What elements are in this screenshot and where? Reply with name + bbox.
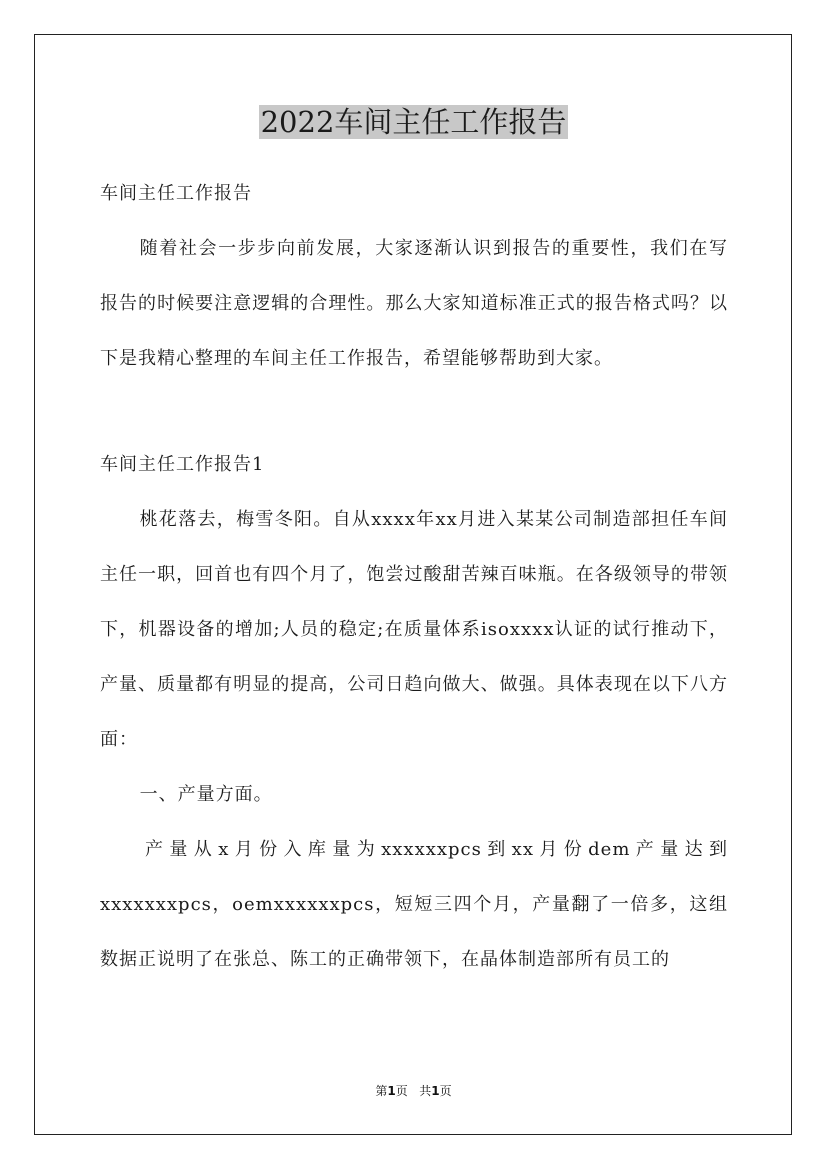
item-heading: 一、产量方面。 — [139, 784, 273, 805]
total-label-prefix: 共 — [419, 1084, 432, 1098]
body-paragraph: 桃花落去，梅雪冬阳。自从xxxx年xx月进入某某公司制造部担任车间主任一职，回首也有四个月了，饱尝过酸甜苦辣百味瓶。在各级领导的带领下，机器设备的增加;人员的稳定;在质量体系isoxxxx认证的试行推动下，产量、质量都有明显的提高，公司日趋向做大、做强。具体表现在以下八方面： — [100, 509, 728, 750]
document-body — [100, 166, 728, 987]
document-title-text: 2022车间主任工作报告 — [260, 105, 567, 139]
page-label-suffix: 页 — [395, 1084, 408, 1098]
page-label-prefix: 第 — [375, 1084, 388, 1098]
document-title — [0, 100, 827, 144]
section-heading: 车间主任工作报告1 — [100, 454, 265, 475]
total-label-suffix: 页 — [439, 1084, 452, 1098]
intro-paragraph: 随着社会一步步向前发展，大家逐渐认识到报告的重要性，我们在写报告的时候要注意逻辑的合理性。那么大家知道标准正式的报告格式吗？以下是我精心整理的车间主任工作报告，希望能够帮助到大家。 — [100, 238, 728, 369]
document-subtitle: 车间主任工作报告 — [100, 183, 252, 204]
body-paragraph: 产量从x月份入库量为xxxxxxpcs到xx月份dem产量达到xxxxxxxpcs，oemxxxxxxpcs，短短三四个月，产量翻了一倍多，这组数据正说明了在张总、陈工的正确带领下，在晶体制造部所有员工的 — [100, 839, 728, 970]
page-footer — [0, 1082, 827, 1099]
total-pages: 1 — [431, 1084, 440, 1098]
page-number: 1 — [387, 1084, 396, 1098]
section-spacer — [100, 386, 728, 437]
